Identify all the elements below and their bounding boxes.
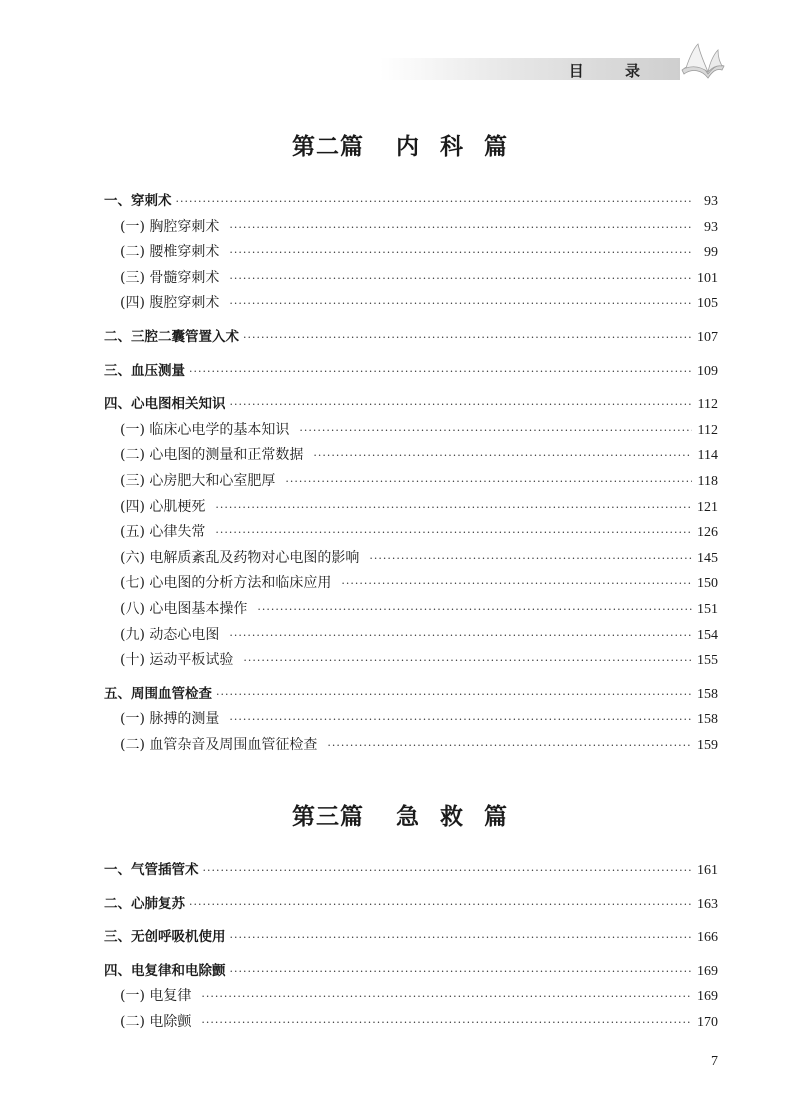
toc-dot-leader [216, 682, 692, 708]
toc-subsection-entry [104, 291, 718, 317]
toc-subsection-entry [104, 623, 718, 649]
toc-entry-title: (三) 心房肥大和心室肥厚 [120, 472, 276, 489]
toc-section-entry [104, 892, 718, 918]
toc-dot-leader [230, 925, 693, 951]
toc-dot-leader [201, 1010, 692, 1036]
toc-entry-page: 145 [697, 550, 718, 566]
toc-entry-title: (二) 电除颤 [120, 1013, 192, 1030]
open-book-icon [676, 40, 726, 84]
toc-entry-title: 一、气管插管术 [104, 862, 199, 878]
toc-dot-leader [257, 597, 692, 623]
part2-title-char1: 内 [396, 133, 420, 160]
toc-entry-page: 158 [697, 712, 718, 728]
toc-entry-page: 126 [697, 525, 718, 541]
toc-dot-leader [243, 325, 692, 351]
part2-title-char2: 科 [440, 133, 464, 160]
toc-entry-title: (十) 运动平板试验 [120, 652, 234, 669]
toc-dot-leader [229, 291, 692, 317]
toc-section-entry [104, 392, 718, 418]
toc-entry-title: (四) 腹腔穿刺术 [120, 295, 220, 312]
toc-dot-leader [176, 189, 693, 215]
toc-dot-leader [313, 443, 692, 469]
toc-entry-title: 四、电复律和电除颤 [104, 962, 226, 979]
part2-title-part: 第二篇 [292, 133, 364, 160]
toc-entry-page: 112 [697, 422, 718, 438]
toc-entry-title: (一) 临床心电学的基本知识 [120, 421, 290, 438]
toc-dot-leader [230, 959, 693, 985]
toc-dot-leader [201, 984, 692, 1010]
toc-entry-page: 99 [704, 245, 718, 261]
toc-entry-page: 161 [697, 863, 718, 878]
toc-entry-page: 150 [697, 576, 718, 592]
toc-entry-page: 112 [697, 397, 718, 413]
toc-dot-leader [341, 571, 692, 597]
toc-dot-leader [285, 469, 692, 495]
part2-toc [104, 189, 718, 758]
running-header [380, 58, 680, 80]
toc-entry-title: (一) 电复律 [120, 988, 192, 1005]
toc-dot-leader [327, 733, 692, 759]
toc-entry-title: (二) 心电图的测量和正常数据 [120, 447, 304, 464]
toc-section-entry [104, 682, 718, 708]
toc-section-entry [104, 359, 718, 385]
toc-section-entry [104, 959, 718, 985]
toc-section-entry [104, 925, 718, 951]
toc-subsection-entry [104, 240, 718, 266]
toc-entry-title: (四) 心肌梗死 [120, 498, 206, 515]
toc-dot-leader [229, 215, 692, 241]
toc-subsection-entry [104, 733, 718, 759]
toc-dot-leader [229, 707, 692, 733]
part3-toc [104, 858, 718, 1036]
toc-dot-leader [203, 858, 693, 884]
toc-subsection-entry [104, 495, 718, 521]
toc-dot-leader [369, 546, 692, 572]
toc-subsection-entry [104, 571, 718, 597]
toc-entry-title: (七) 心电图的分析方法和临床应用 [120, 575, 332, 592]
toc-entry-title: (一) 胸腔穿刺术 [120, 218, 220, 235]
toc-entry-title: (九) 动态心电图 [120, 626, 220, 643]
toc-dot-leader [230, 392, 693, 418]
toc-entry-page: 170 [697, 1014, 718, 1030]
toc-section-entry [104, 325, 718, 351]
toc-entry-page: 155 [697, 653, 718, 669]
toc-entry-page: 158 [697, 686, 718, 702]
toc-entry-title: (八) 心电图基本操作 [120, 600, 248, 617]
part3-title [0, 798, 800, 831]
toc-subsection-entry [104, 418, 718, 444]
header-label: 目 录 [568, 62, 658, 80]
toc-dot-leader [215, 495, 692, 521]
toc-entry-page: 107 [697, 329, 718, 345]
toc-subsection-entry [104, 984, 718, 1010]
part3-title-part: 第三篇 [292, 803, 364, 830]
toc-subsection-entry [104, 469, 718, 495]
part3-title-char2: 救 [440, 803, 464, 830]
toc-entry-page: 105 [697, 296, 718, 312]
toc-entry-title: 一、穿刺术 [104, 193, 172, 209]
toc-subsection-entry [104, 443, 718, 469]
toc-dot-leader [189, 359, 692, 385]
toc-subsection-entry [104, 707, 718, 733]
toc-entry-title: (三) 骨髓穿刺术 [120, 269, 220, 286]
toc-subsection-entry [104, 597, 718, 623]
part3-title-char1: 急 [396, 803, 420, 830]
toc-entry-page: 166 [697, 930, 718, 946]
toc-entry-title: (二) 腰椎穿刺术 [120, 244, 220, 261]
toc-dot-leader [229, 266, 692, 292]
toc-subsection-entry [104, 1010, 718, 1036]
toc-subsection-entry [104, 266, 718, 292]
toc-subsection-entry [104, 215, 718, 241]
toc-dot-leader [189, 892, 692, 918]
toc-subsection-entry [104, 648, 718, 674]
toc-entry-page: 163 [697, 896, 718, 912]
toc-entry-page: 101 [697, 270, 718, 286]
toc-entry-title: 二、三腔二囊管置入术 [104, 328, 239, 345]
part2-title [0, 128, 800, 161]
toc-entry-page: 118 [697, 473, 718, 489]
toc-entry-title: (二) 血管杂音及周围血管征检查 [120, 736, 318, 753]
toc-section-entry [104, 189, 718, 215]
toc-entry-page: 121 [697, 499, 718, 515]
toc-entry-title: 二、心肺复苏 [104, 895, 185, 912]
part2-title-char3: 篇 [484, 133, 508, 160]
part3-title-char3: 篇 [484, 803, 508, 830]
toc-entry-title: 四、心电图相关知识 [104, 396, 226, 413]
toc-entry-title: 三、无创呼吸机使用 [104, 929, 226, 946]
toc-entry-page: 109 [697, 363, 718, 379]
page-number: 7 [711, 1054, 718, 1069]
toc-dot-leader [229, 623, 692, 649]
toc-entry-title: 五、周围血管检查 [104, 685, 212, 702]
toc-entry-page: 114 [697, 448, 718, 464]
toc-entry-page: 159 [697, 737, 718, 753]
toc-entry-page: 169 [697, 963, 718, 979]
toc-entry-page: 93 [704, 219, 718, 235]
toc-entry-page: 93 [704, 194, 718, 209]
toc-entry-title: 三、血压测量 [104, 362, 185, 379]
toc-subsection-entry [104, 520, 718, 546]
toc-entry-page: 169 [697, 989, 718, 1005]
toc-entry-page: 154 [697, 627, 718, 643]
toc-entry-title: (一) 脉搏的测量 [120, 711, 220, 728]
toc-dot-leader [243, 648, 692, 674]
toc-subsection-entry [104, 546, 718, 572]
toc-section-entry [104, 858, 718, 884]
toc-entry-title: (六) 电解质紊乱及药物对心电图的影响 [120, 549, 360, 566]
toc-entry-title: (五) 心律失常 [120, 524, 206, 541]
toc-dot-leader [299, 418, 692, 444]
toc-dot-leader [229, 240, 692, 266]
toc-dot-leader [215, 520, 692, 546]
toc-entry-page: 151 [697, 601, 718, 617]
